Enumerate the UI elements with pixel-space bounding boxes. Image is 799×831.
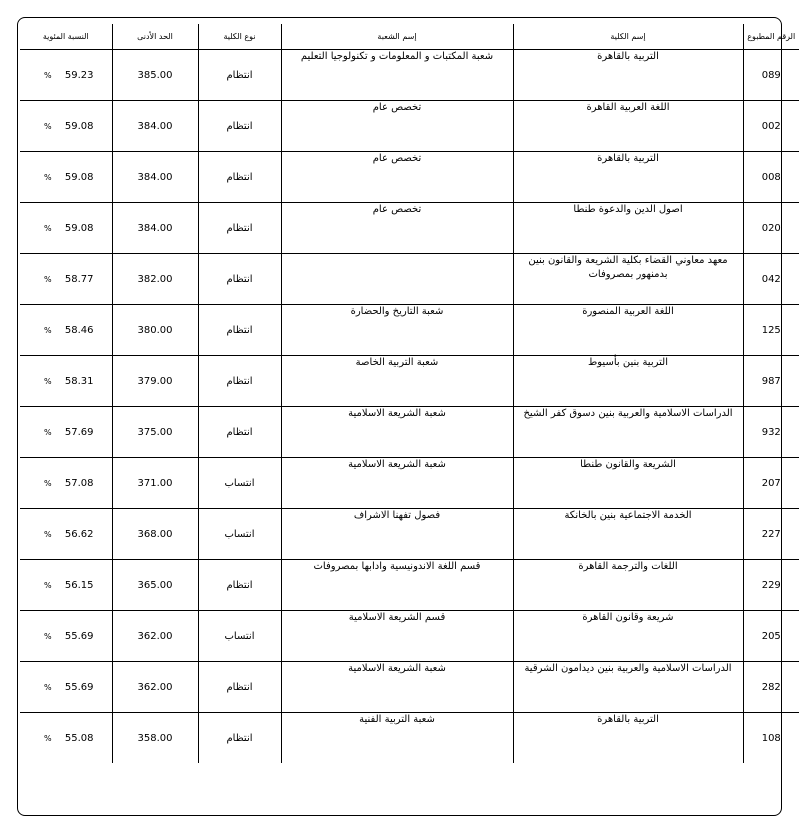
percent-value: 59.08 [64, 171, 94, 183]
cell-code: 987 [743, 356, 799, 407]
header-code: الرقم المطبوع [743, 24, 799, 50]
percent-sign: % [44, 529, 52, 539]
percent-sign: % [44, 376, 52, 386]
percent-sign: % [44, 682, 52, 692]
cell-code: 207 [743, 458, 799, 509]
cell-code: 002 [743, 101, 799, 152]
table-row [20, 101, 799, 152]
cell-type: انتساب [198, 509, 281, 560]
cell-min: 362.00 [112, 662, 198, 713]
percent-sign: % [44, 631, 52, 641]
cell-college: التربية بالقاهرة [513, 50, 743, 101]
header-type: نوع الكلية [198, 24, 281, 50]
cell-college: شريعة وقانون القاهرة [513, 611, 743, 662]
cell-type: انتساب [198, 611, 281, 662]
cell-college: الخدمة الاجتماعية بنين بالخانكة [513, 509, 743, 560]
percent-value: 59.08 [64, 120, 94, 132]
cell-branch: شعبة التربية الفنية [281, 713, 513, 764]
cell-code: 008 [743, 152, 799, 203]
percent-sign: % [44, 172, 52, 182]
cell-branch: شعبة الشريعة الاسلامية [281, 458, 513, 509]
cell-percent [20, 611, 112, 662]
cell-min: 384.00 [112, 101, 198, 152]
percent-value: 56.62 [64, 528, 94, 540]
cell-type: انتظام [198, 152, 281, 203]
cell-type: انتظام [198, 662, 281, 713]
percent-value: 58.31 [64, 375, 94, 387]
cell-percent [20, 713, 112, 764]
cell-code: 932 [743, 407, 799, 458]
percent-value: 59.23 [64, 69, 94, 81]
cell-min: 368.00 [112, 509, 198, 560]
cell-percent [20, 203, 112, 254]
cell-percent [20, 662, 112, 713]
percent-value: 57.69 [64, 426, 94, 438]
cell-percent [20, 50, 112, 101]
cell-college: اللغة العربية القاهرة [513, 101, 743, 152]
cell-min: 358.00 [112, 713, 198, 764]
cell-type: انتظام [198, 254, 281, 305]
cell-min: 379.00 [112, 356, 198, 407]
cell-percent [20, 254, 112, 305]
cell-percent [20, 509, 112, 560]
cell-branch: قسم اللغة الاندونيسية وادابها بمصروفات [281, 560, 513, 611]
percent-value: 58.46 [64, 324, 94, 336]
cell-percent [20, 305, 112, 356]
percent-sign: % [44, 580, 52, 590]
cell-code: 108 [743, 713, 799, 764]
table-row [20, 713, 799, 764]
table-row [20, 662, 799, 713]
header-min: الحد الأدنى [112, 24, 198, 50]
percent-sign: % [44, 427, 52, 437]
percent-sign: % [44, 478, 52, 488]
cell-branch: تخصص عام [281, 152, 513, 203]
percent-value: 59.08 [64, 222, 94, 234]
cell-type: انتظام [198, 50, 281, 101]
cell-branch: قسم الشريعة الاسلامية [281, 611, 513, 662]
cell-code: 020 [743, 203, 799, 254]
table-row [20, 407, 799, 458]
cell-code: 125 [743, 305, 799, 356]
cell-type: انتظام [198, 407, 281, 458]
cell-percent [20, 407, 112, 458]
cell-percent [20, 560, 112, 611]
table-row [20, 458, 799, 509]
cell-branch: شعبة الشريعة الاسلامية [281, 662, 513, 713]
table-row [20, 356, 799, 407]
cell-college: اللغات والترجمة القاهرة [513, 560, 743, 611]
cell-percent [20, 356, 112, 407]
cell-percent [20, 458, 112, 509]
header-percent: النسبة المئوية [20, 24, 112, 50]
cell-college: التربية بالقاهرة [513, 713, 743, 764]
cell-type: انتظام [198, 713, 281, 764]
cell-type: انتظام [198, 356, 281, 407]
cell-college: الدراسات الاسلامية والعربية بنين دسوق كفر الشيخ [513, 407, 743, 458]
percent-sign: % [44, 121, 52, 131]
cell-type: انتظام [198, 305, 281, 356]
table-row [20, 560, 799, 611]
table-row [20, 50, 799, 101]
cell-type: انتساب [198, 458, 281, 509]
cell-min: 362.00 [112, 611, 198, 662]
cell-branch: تخصص عام [281, 203, 513, 254]
percent-value: 58.77 [64, 273, 94, 285]
cell-college: معهد معاوني القضاء بكلية الشريعة والقانون بنين بدمنهور بمصروفات [513, 254, 743, 305]
table-body [20, 50, 799, 764]
table-row [20, 152, 799, 203]
cell-college: اصول الدين والدعوة طنطا [513, 203, 743, 254]
cell-code: 229 [743, 560, 799, 611]
header-college: إسم الكلية [513, 24, 743, 50]
cell-min: 384.00 [112, 203, 198, 254]
percent-sign: % [44, 70, 52, 80]
cell-branch [281, 254, 513, 305]
cell-branch: شعبة الشريعة الاسلامية [281, 407, 513, 458]
cell-min: 385.00 [112, 50, 198, 101]
percent-sign: % [44, 733, 52, 743]
table-row [20, 203, 799, 254]
cell-min: 382.00 [112, 254, 198, 305]
cell-college: اللغة العربية المنصورة [513, 305, 743, 356]
cell-code: 089 [743, 50, 799, 101]
percent-sign: % [44, 274, 52, 284]
percent-value: 56.15 [64, 579, 94, 591]
cell-college: الدراسات الاسلامية والعربية بنين ديدامون الشرقية [513, 662, 743, 713]
cell-code: 042 [743, 254, 799, 305]
header-row [20, 24, 799, 50]
cell-percent [20, 152, 112, 203]
cell-branch: فصول تفهنا الاشراف [281, 509, 513, 560]
percent-sign: % [44, 325, 52, 335]
cell-min: 371.00 [112, 458, 198, 509]
cell-code: 282 [743, 662, 799, 713]
cell-percent [20, 101, 112, 152]
table-row [20, 305, 799, 356]
cell-min: 380.00 [112, 305, 198, 356]
cell-college: التربية بنين بأسيوط [513, 356, 743, 407]
percent-value: 55.69 [64, 681, 94, 693]
percent-value: 55.69 [64, 630, 94, 642]
header-branch: إسم الشعبة [281, 24, 513, 50]
cell-college: الشريعة والقانون طنطا [513, 458, 743, 509]
cell-min: 365.00 [112, 560, 198, 611]
cell-min: 384.00 [112, 152, 198, 203]
percent-sign: % [44, 223, 52, 233]
cell-min: 375.00 [112, 407, 198, 458]
percent-value: 55.08 [64, 732, 94, 744]
cell-branch: شعبة التاريخ والحضارة [281, 305, 513, 356]
cell-branch: تخصص عام [281, 101, 513, 152]
table-row [20, 254, 799, 305]
cell-type: انتظام [198, 560, 281, 611]
table-row [20, 509, 799, 560]
table-row [20, 611, 799, 662]
cell-type: انتظام [198, 101, 281, 152]
results-table [20, 24, 799, 763]
cell-code: 227 [743, 509, 799, 560]
cell-college: التربية بالقاهرة [513, 152, 743, 203]
percent-value: 57.08 [64, 477, 94, 489]
cell-code: 205 [743, 611, 799, 662]
cell-type: انتظام [198, 203, 281, 254]
cell-branch: شعبة التربية الخاصة [281, 356, 513, 407]
cell-branch: شعبة المكتبات و المعلومات و تكنولوجيا التعليم [281, 50, 513, 101]
